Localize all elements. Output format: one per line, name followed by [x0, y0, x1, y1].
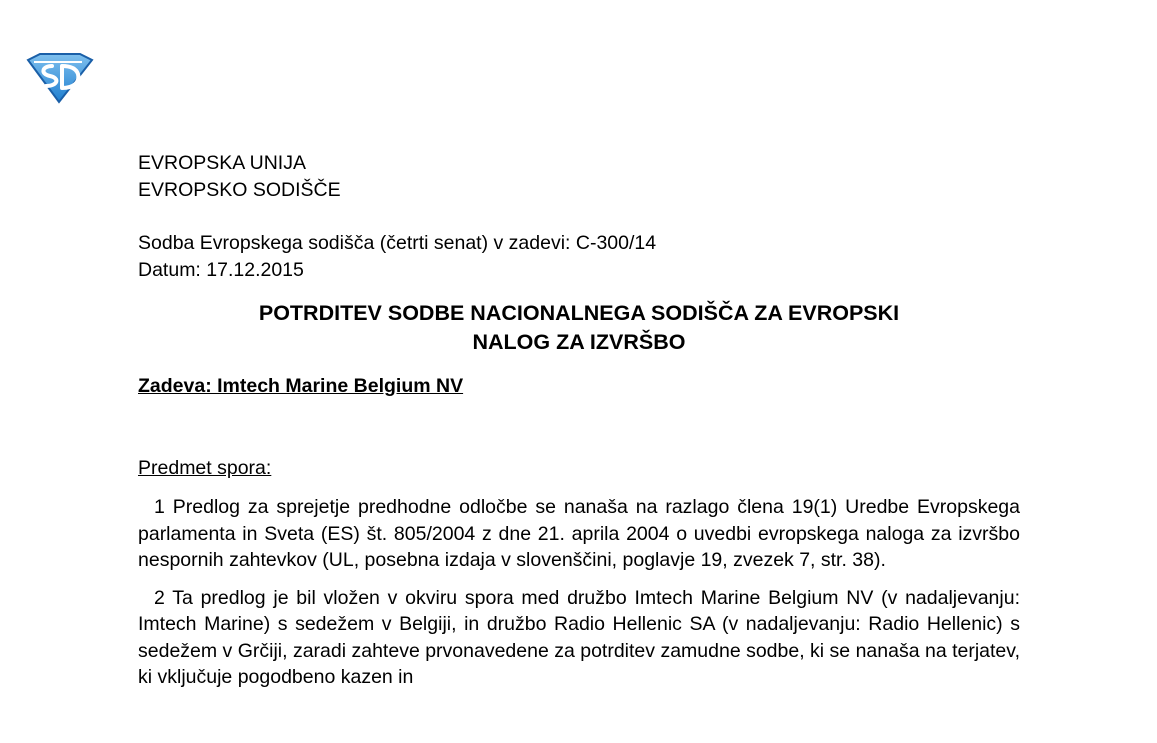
paragraph-1: 1 Predlog za sprejetje predhodne odločbe se nanaša na razlago člena 19(1) Uredbe Evropskega parlamenta in Sveta (ES) št. 805/2004 z dne 21. aprila 2004 o uvedbi evropskega naloga za izvršbo nespornih zahtevkov (UL, posebna izdaja v slovenščini, poglavje 19, zvezek 7, str. 38). [138, 496, 1020, 571]
title-line-1: POTRDITEV SODBE NACIONALNEGA SODIŠČA ZA EVROPSKI [258, 301, 900, 325]
header-line-1: EVROPSKA UNIJA [138, 152, 306, 174]
paragraph-2: 2 Ta predlog je bil vložen v okviru spora med družbo Imtech Marine Belgium NV (v nadaljevanju: Imtech Marine) s sedežem v Belgiji, in družbo Radio Hellenic SA (v nadaljevanju: Radio Hellenic) s sedežem v Grčiji, zaradi zahteve prvonavedene za potrditev zamudne sodbe, ki se nanaša na terjatev, ki vključuje pogodbeno kazen in [138, 586, 1020, 688]
header-line-2: EVROPSKO SODIŠČE [138, 178, 341, 201]
court-logo [22, 50, 96, 104]
title-line-2: NALOG ZA IZVRŠBO [472, 330, 686, 354]
case-date: Datum: 17.12.2015 [138, 258, 304, 281]
subject-line: Zadeva: Imtech Marine Belgium NV [138, 375, 464, 397]
document-body [138, 150, 1020, 691]
section-heading: Predmet spora: [138, 456, 272, 479]
document-title [138, 299, 1020, 357]
case-reference: Sodba Evropskega sodišča (četrti senat) v zadevi: C-300/14 [138, 232, 657, 254]
